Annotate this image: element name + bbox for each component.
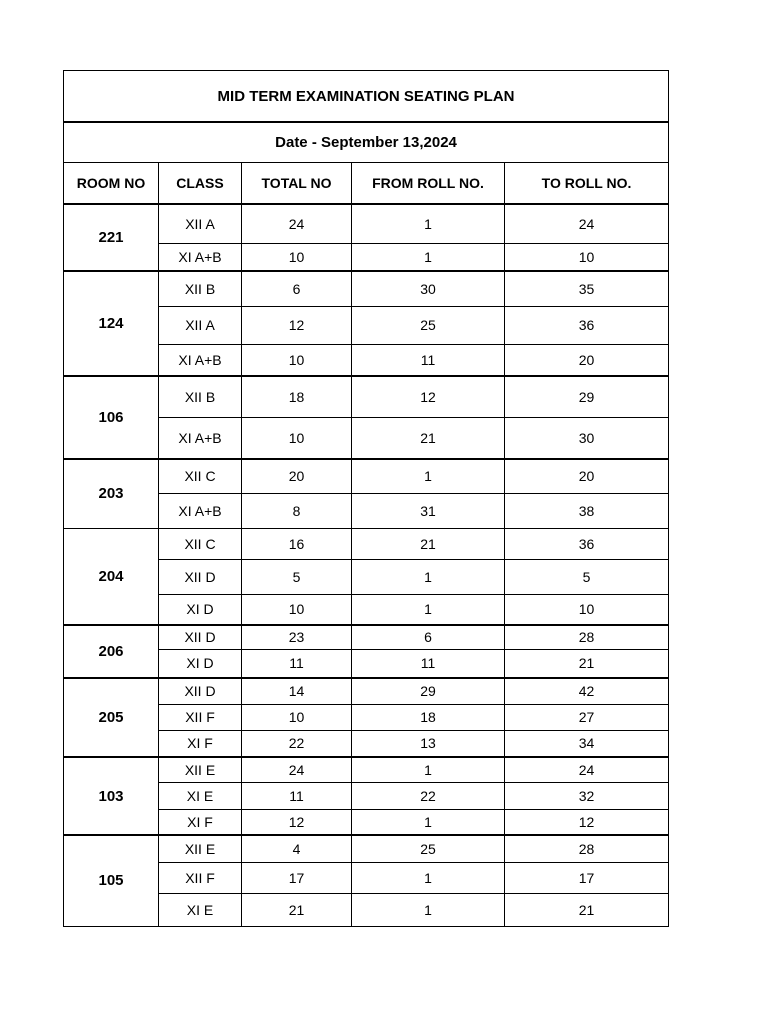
to-roll-cell: 24	[505, 757, 669, 782]
from-roll-cell: 1	[352, 243, 505, 271]
class-cell: XII D	[159, 559, 242, 594]
total-count-cell: 8	[242, 493, 352, 528]
room-number: 203	[64, 459, 159, 528]
table-row	[64, 376, 669, 417]
total-count-cell: 6	[242, 271, 352, 306]
to-roll-cell: 28	[505, 625, 669, 649]
class-cell: XII A	[159, 204, 242, 243]
to-roll-cell: 36	[505, 306, 669, 344]
class-cell: XI E	[159, 782, 242, 809]
from-roll-cell: 1	[352, 809, 505, 835]
to-roll-cell: 32	[505, 782, 669, 809]
from-roll-cell: 25	[352, 306, 505, 344]
total-count-cell: 5	[242, 559, 352, 594]
date-row	[64, 122, 669, 163]
from-roll-cell: 1	[352, 559, 505, 594]
class-cell: XI A+B	[159, 243, 242, 271]
class-cell: XI D	[159, 594, 242, 625]
total-count-cell: 14	[242, 678, 352, 704]
total-count-cell: 10	[242, 344, 352, 376]
class-cell: XII F	[159, 704, 242, 730]
from-roll-cell: 1	[352, 594, 505, 625]
table-row	[64, 528, 669, 559]
to-roll-cell: 10	[505, 243, 669, 271]
total-count-cell: 23	[242, 625, 352, 649]
class-cell: XII B	[159, 271, 242, 306]
room-number: 221	[64, 204, 159, 271]
class-cell: XI E	[159, 893, 242, 926]
total-count-cell: 4	[242, 835, 352, 862]
class-cell: XII D	[159, 625, 242, 649]
from-roll-cell: 1	[352, 757, 505, 782]
to-roll-cell: 35	[505, 271, 669, 306]
from-roll-cell: 1	[352, 862, 505, 893]
table-row	[64, 271, 669, 306]
total-count-cell: 16	[242, 528, 352, 559]
to-roll-cell: 12	[505, 809, 669, 835]
from-roll-cell: 11	[352, 344, 505, 376]
room-number: 103	[64, 757, 159, 835]
class-cell: XI A+B	[159, 344, 242, 376]
from-roll-cell: 11	[352, 649, 505, 678]
to-roll-cell: 27	[505, 704, 669, 730]
class-cell: XI F	[159, 730, 242, 757]
to-roll-cell: 20	[505, 344, 669, 376]
from-roll-cell: 25	[352, 835, 505, 862]
total-count-cell: 24	[242, 757, 352, 782]
class-cell: XII E	[159, 835, 242, 862]
to-roll-cell: 20	[505, 459, 669, 493]
total-count-cell: 11	[242, 782, 352, 809]
to-roll-cell: 21	[505, 893, 669, 926]
column-header-total-no: TOTAL NO	[242, 163, 352, 205]
column-header-row	[64, 163, 669, 205]
to-roll-cell: 36	[505, 528, 669, 559]
total-count-cell: 10	[242, 417, 352, 459]
seating-plan-table	[63, 70, 669, 927]
from-roll-cell: 30	[352, 271, 505, 306]
class-cell: XII A	[159, 306, 242, 344]
room-number: 106	[64, 376, 159, 459]
from-roll-cell: 29	[352, 678, 505, 704]
class-cell: XI A+B	[159, 493, 242, 528]
table-row	[64, 459, 669, 493]
to-roll-cell: 10	[505, 594, 669, 625]
to-roll-cell: 30	[505, 417, 669, 459]
total-count-cell: 17	[242, 862, 352, 893]
to-roll-cell: 5	[505, 559, 669, 594]
class-cell: XII D	[159, 678, 242, 704]
from-roll-cell: 31	[352, 493, 505, 528]
seating-plan-body	[64, 71, 669, 927]
from-roll-cell: 21	[352, 528, 505, 559]
to-roll-cell: 34	[505, 730, 669, 757]
from-roll-cell: 1	[352, 204, 505, 243]
class-cell: XII C	[159, 459, 242, 493]
to-roll-cell: 29	[505, 376, 669, 417]
total-count-cell: 20	[242, 459, 352, 493]
total-count-cell: 12	[242, 306, 352, 344]
class-cell: XII B	[159, 376, 242, 417]
title-row	[64, 71, 669, 123]
total-count-cell: 10	[242, 594, 352, 625]
from-roll-cell: 18	[352, 704, 505, 730]
total-count-cell: 24	[242, 204, 352, 243]
class-cell: XI F	[159, 809, 242, 835]
class-cell: XII F	[159, 862, 242, 893]
room-number: 105	[64, 835, 159, 926]
from-roll-cell: 22	[352, 782, 505, 809]
class-cell: XII E	[159, 757, 242, 782]
from-roll-cell: 13	[352, 730, 505, 757]
from-roll-cell: 1	[352, 893, 505, 926]
to-roll-cell: 24	[505, 204, 669, 243]
from-roll-cell: 1	[352, 459, 505, 493]
to-roll-cell: 42	[505, 678, 669, 704]
room-number: 205	[64, 678, 159, 757]
column-header-to-roll-no: TO ROLL NO.	[505, 163, 669, 205]
exam-date: Date - September 13,2024	[64, 122, 669, 163]
total-count-cell: 10	[242, 704, 352, 730]
from-roll-cell: 12	[352, 376, 505, 417]
total-count-cell: 12	[242, 809, 352, 835]
class-cell: XII C	[159, 528, 242, 559]
table-row	[64, 835, 669, 862]
from-roll-cell: 21	[352, 417, 505, 459]
column-header-class: CLASS	[159, 163, 242, 205]
to-roll-cell: 28	[505, 835, 669, 862]
table-row	[64, 757, 669, 782]
total-count-cell: 10	[242, 243, 352, 271]
total-count-cell: 18	[242, 376, 352, 417]
total-count-cell: 21	[242, 893, 352, 926]
table-row	[64, 678, 669, 704]
room-number: 204	[64, 528, 159, 625]
class-cell: XI A+B	[159, 417, 242, 459]
total-count-cell: 11	[242, 649, 352, 678]
to-roll-cell: 21	[505, 649, 669, 678]
table-row	[64, 625, 669, 649]
room-number: 124	[64, 271, 159, 376]
total-count-cell: 22	[242, 730, 352, 757]
room-number: 206	[64, 625, 159, 678]
column-header-room-no: ROOM NO	[64, 163, 159, 205]
from-roll-cell: 6	[352, 625, 505, 649]
column-header-from-roll-no: FROM ROLL NO.	[352, 163, 505, 205]
class-cell: XI D	[159, 649, 242, 678]
page-title: MID TERM EXAMINATION SEATING PLAN	[64, 71, 669, 123]
to-roll-cell: 38	[505, 493, 669, 528]
table-row	[64, 204, 669, 243]
to-roll-cell: 17	[505, 862, 669, 893]
